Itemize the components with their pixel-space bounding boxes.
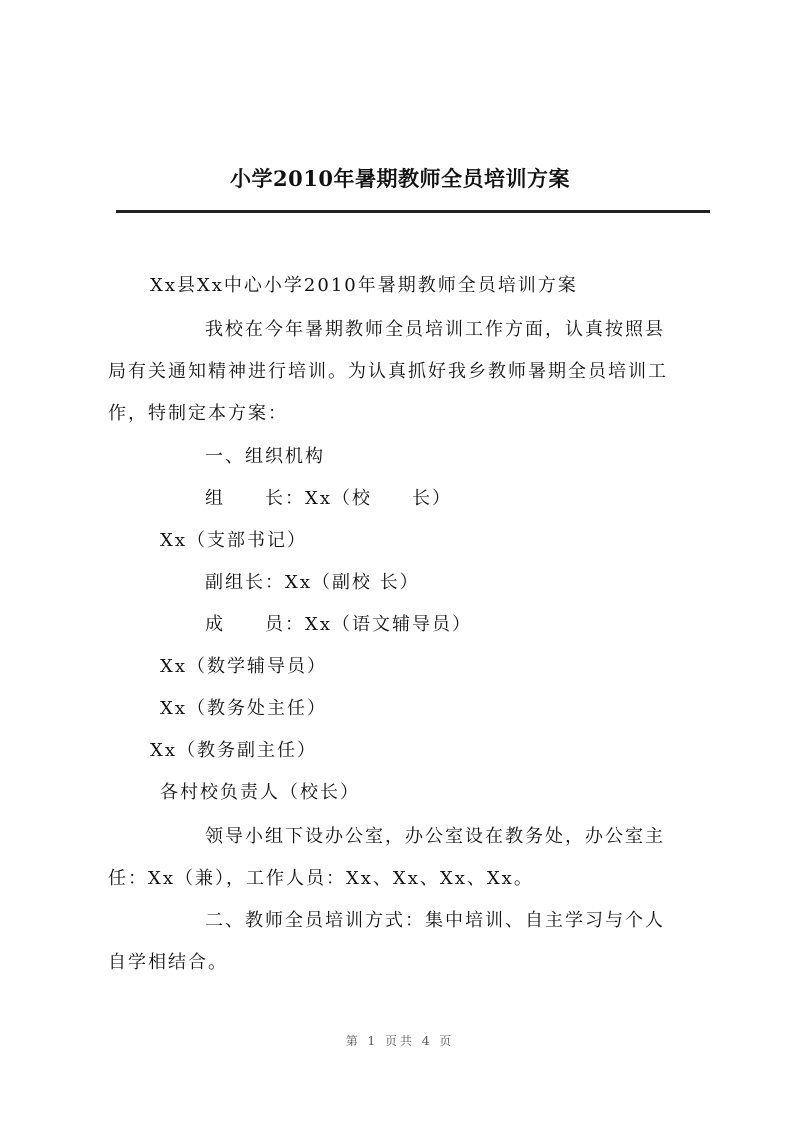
section-heading: 一、组织机构 [205,446,325,467]
paragraph-line: 领导小组下设办公室，办公室设在教务处，办公室主 [205,826,665,847]
org-member-line: Xx（教务副主任） [150,740,317,761]
section-heading: 二、教师全员培训方式：集中培训、自主学习与个人 [205,910,665,931]
title-underline [116,210,710,213]
page-number-footer: 第 1 页共 4 页 [345,1034,455,1048]
org-member-line: 组 长：Xx（校 长） [205,488,452,509]
paragraph-line: 任：Xx（兼），工作人员：Xx、Xx、Xx、Xx。 [108,868,534,889]
paragraph-line: 我校在今年暑期教师全员培训工作方面，认真按照县 [205,319,665,340]
paragraph-line: 自学相结合。 [108,952,228,973]
org-member-line: 副组长：Xx（副校 长） [205,572,420,593]
org-member-line: Xx（教务处主任） [160,698,327,719]
document-title: 小学2010年暑期教师全员培训方案 [230,166,570,191]
org-member-line: 各村校负责人（校长） [160,782,360,803]
org-member-line: 成 员：Xx（语文辅导员） [205,614,472,635]
paragraph-line: 局有关通知精神进行培训。为认真抓好我乡教师暑期全员培训工 [108,361,668,382]
org-member-line: Xx（支部书记） [160,530,307,551]
document-subtitle: Xx县Xx中心小学2010年暑期教师全员培训方案 [150,275,578,296]
paragraph-line: 作，特制定本方案： [108,403,288,424]
org-member-line: Xx（数学辅导员） [160,656,327,677]
